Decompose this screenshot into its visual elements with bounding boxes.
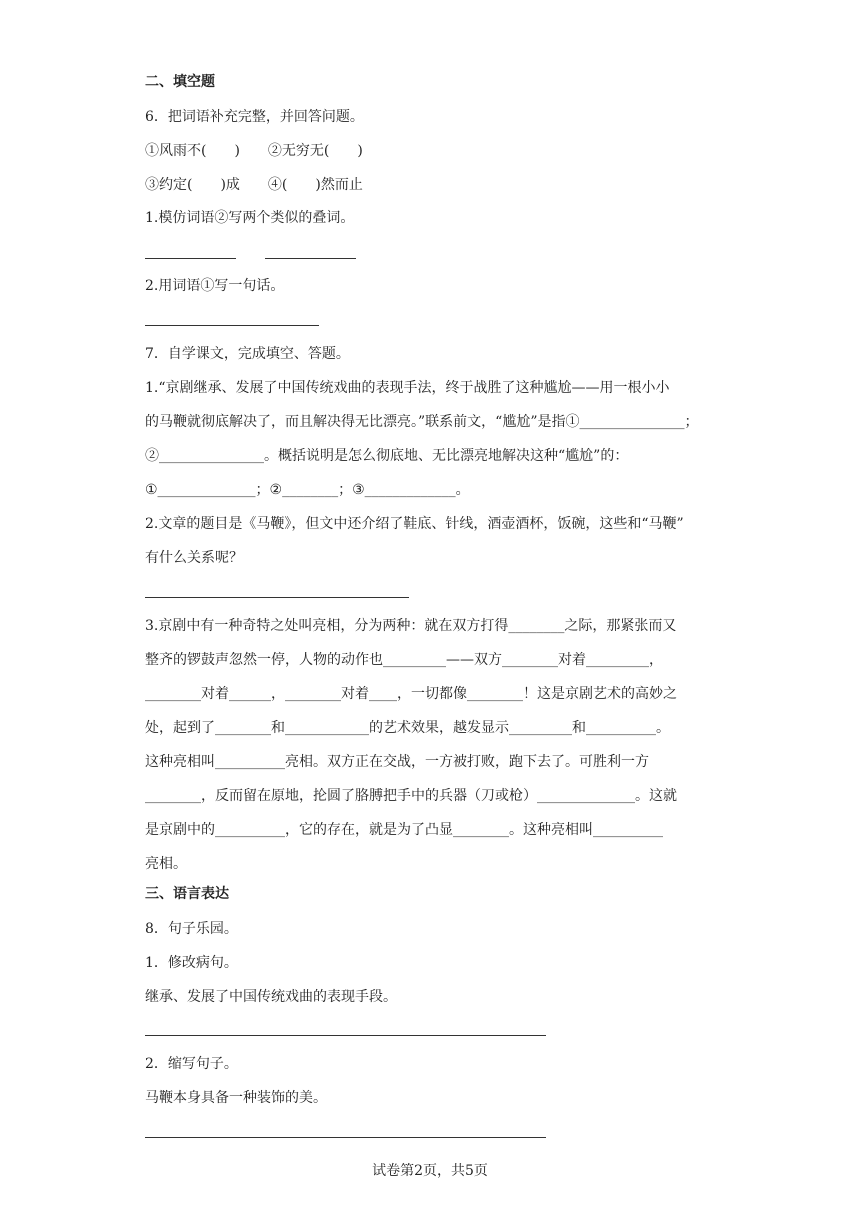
q7-p1-line: 1.“京剧继承、发展了中国传统戏曲的表现手法，终于战胜了这种尴尬——用一根小小 [145,380,670,396]
q6-sub-question-1: 1.模仿词语②写两个类似的叠词。 [145,210,355,226]
answer-line[interactable] [145,325,319,326]
answer-line[interactable] [145,1137,546,1138]
q8-sub-question-1: 1．修改病句。 [145,955,238,971]
q8-sentence-2: 马鞭本身具备一种装饰的美。 [145,1090,327,1106]
q7-p3-line: ________，反而留在原地，抡圆了胳膊把手中的兵器（刀或枪）______________。这就 [145,788,677,804]
section-title: 三、语言表达 [145,886,229,902]
question-6-stem: 6．把词语补充完整，并回答问题。 [145,109,364,125]
answer-line[interactable] [145,1035,546,1036]
q7-p1-line: 的马鞭就彻底解决了，而且解决得无比漂亮。”联系前文，“尴尬”是指①_______________； [145,414,699,430]
q7-p1-line: ①______________；②________；③_____________。 [145,482,470,498]
section-title: 二、填空题 [145,74,215,90]
q6-sub-question-2: 2.用词语①写一句话。 [145,278,285,294]
q7-p3-line: 处，起到了________和____________的艺术效果，越发显示_________和__________。 [145,720,670,736]
q6-words-row-2: ③约定( )成 ④( )然而止 [145,177,363,193]
answer-line[interactable] [145,258,236,259]
q7-p3-line: 这种亮相叫__________亮相。双方正在交战，一方被打败，跑下去了。可胜利一方 [145,754,649,770]
page-footer: 试卷第2页，共5页 [372,1163,488,1179]
answer-line[interactable] [265,258,356,259]
q7-p3-line: 是京剧中的__________，它的存在，就是为了凸显________。这种亮相叫__________ [145,822,663,838]
q7-p1-line: ②_______________。概括说明是怎么彻底地、无比漂亮地解决这种“尴尬”的： [145,448,629,464]
q7-p3-line: 亮相。 [145,856,187,872]
q7-p3-line: 3.京剧中有一种奇特之处叫亮相，分为两种：就在双方打得________之际，那紧张而又 [145,618,677,634]
q6-words-row-1: ①风雨不( ) ②无穷无( ) [145,143,363,159]
question-7-stem: 7．自学课文，完成填空、答题。 [145,346,350,362]
q7-p2-line: 2.文章的题目是《马鞭》，但文中还介绍了鞋底、针线，酒壶酒杯，饭碗，这些和“马鞭” [145,516,684,532]
question-8-stem: 8．句子乐园。 [145,921,238,937]
answer-line[interactable] [145,597,409,598]
q7-p2-line: 有什么关系呢？ [145,550,243,566]
q7-p3-line: 整齐的锣鼓声忽然一停，人物的动作也_________——双方________对着_________， [145,652,663,668]
q8-sentence-1: 继承、发展了中国传统戏曲的表现手段。 [145,989,397,1005]
q7-p3-line: ________对着______，________对着____，一切都像________！这是京剧艺术的高妙之 [145,686,677,702]
q8-sub-question-2: 2．缩写句子。 [145,1056,238,1072]
